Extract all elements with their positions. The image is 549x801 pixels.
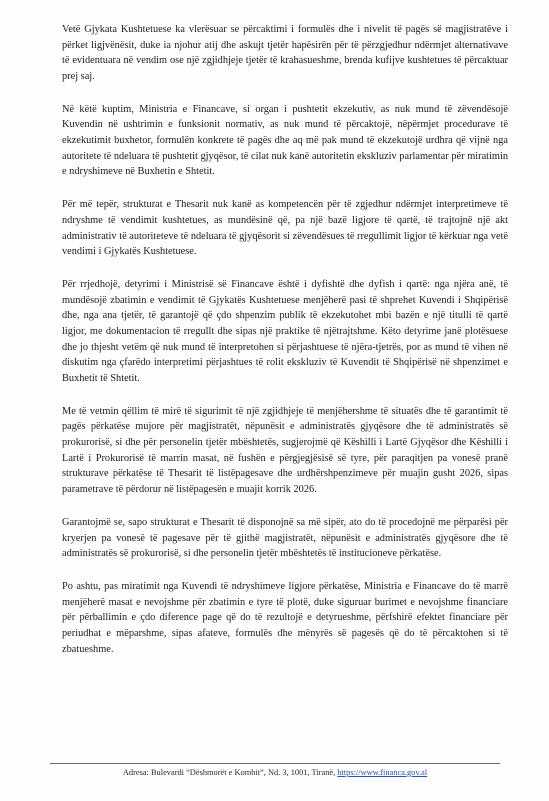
paragraph-6: Garantojmë se, sapo strukturat e Thesarit të disponojnë sa më sipër, ato do të procedojnë me përparësi për kryerjen pa vonesë të pagesave për të gjithë magjistratët, nëpunësit e administratës gjyqësore dhe të administratës së prokurorisë, si dhe personelin tjetër mbështetës të institucioneve përkatëse. — [62, 516, 508, 560]
footer-divider — [50, 763, 500, 764]
footer-address-line — [50, 767, 500, 778]
letter-body — [62, 22, 508, 675]
paragraph-2: Në këtë kuptim, Ministria e Financave, si organ i pushtetit ekzekutiv, as nuk mund të zëvendësojë Kuvendin në ushtrimin e funksionit normativ, as nuk mund të përcaktojë, nëpërmjet procedurave të ekzekutimit buxhetor, formulën konkrete të pagës dhe aq më pak mund të ekzekutojë urdhra që vijnë nga autoritete të ndeluara të pushtetit gjyqësor, të cilat nuk kanë autoritetin ekskluziv parlamentar për miratimin e ndryshimeve në Buxhetin e Shtetit. — [62, 103, 508, 178]
page-footer — [50, 763, 500, 778]
footer-website-link[interactable]: https://www.financa.gov.al — [337, 768, 428, 777]
paragraph-3: Për më tepër, strukturat e Thesarit nuk kanë as kompetencën për të zgjedhur ndërmjet interpretimeve të ndryshme të vendimit kushtetues, as mundësinë që, pa një bazë ligjore të qartë, të trajtojnë një akt administrativ të autoriteteve të ndeluara të gjyqësorit si zëvendësues të rregullimit ligjor të kërkuar nga vetë vendimi i Gjykatës Kushtetuese. — [62, 199, 508, 258]
footer-address: Adresa: Bulevardi “Dëshmorët e Kombit”, Nd. 3, 1001, Tiranë, — [122, 768, 338, 777]
paragraph-7: Po ashtu, pas miratimit nga Kuvendi të ndryshimeve ligjore përkatëse, Ministria e Financave do të marrë menjëherë masat e nevojshme për zbatimin e tyre të plotë, duke siguruar burimet e nevojshme financiare për përballimin e çdo diference page që do të rezultojë e detyrueshme, përfshirë efektet financiare për periudhat e mëparshme, sipas afateve, formulës dhe mënyrës së pagesës që do të përcaktohen si të zbatueshme. — [62, 581, 508, 655]
paragraph-1: Vetë Gjykata Kushtetuese ka vlerësuar se përcaktimi i formulës dhe i nivelit të pagës së magjistratëve i përket ligjvënësit, duke ia njohur atij dhe askujt tjetër hapësirën për të përzgjedhur ndërmjet alternativave të evidentuara në vendim ose një zgjidhjeje tjetër të krahasueshme, brenda kufijve kushtetues të përcaktuar prej saj. — [62, 24, 508, 82]
paragraph-5: Me të vetmin qëllim të mirë të sigurimit të një zgjidhjeje të menjëhershme të situatës dhe të garantimit të pagës përkatëse mujore për magjistratët, nëpunësit e administratës gjyqësore dhe të administratës së prokurorisë, si dhe për personelin tjetër mbështetës, sugjerojmë që Këshilli i Lartë Gjyqësor dhe Këshilli i Lartë i Prokurorisë të marrin masat, në fushën e përgjegjësisë së tyre, për paraqitjen pa vonesë pranë strukturave përkatëse të Thesarit të listëpagesave dhe urdhërshpenzimeve për muajin gusht 2026, sipas parametrave të përdorur në listëpagesën e muajit korrik 2026. — [62, 405, 508, 495]
paragraph-4: Për rrjedhojë, detyrimi i Ministrisë së Financave është i dyfishtë dhe dyfish i qartë: nga njëra anë, të mundësojë zbatimin e vendimit të Gjykatës Kushtetuese menjëherë pasi të shprehet Kuvendi i Shqipërisë dhe, nga ana tjetër, të garantojë që çdo shpenzim publik të ekzekutohet mbi bazën e një titulli të qartë ligjor, me dokumentacion të rregullt dhe sipas një praktike të njëtrajtshme. Këto detyrime janë plotësuese dhe jo thjesht vetëm që nuk mund të interpretohen si përjashtuese të njëra-tjetrës, por as mund të vihen në diskutim nga çfarëdo interpretimi përjashtues të rolit ekskluziv të Kuvendit të Shqipërisë në shpenzimet e Buxhetit të Shtetit. — [62, 279, 508, 384]
